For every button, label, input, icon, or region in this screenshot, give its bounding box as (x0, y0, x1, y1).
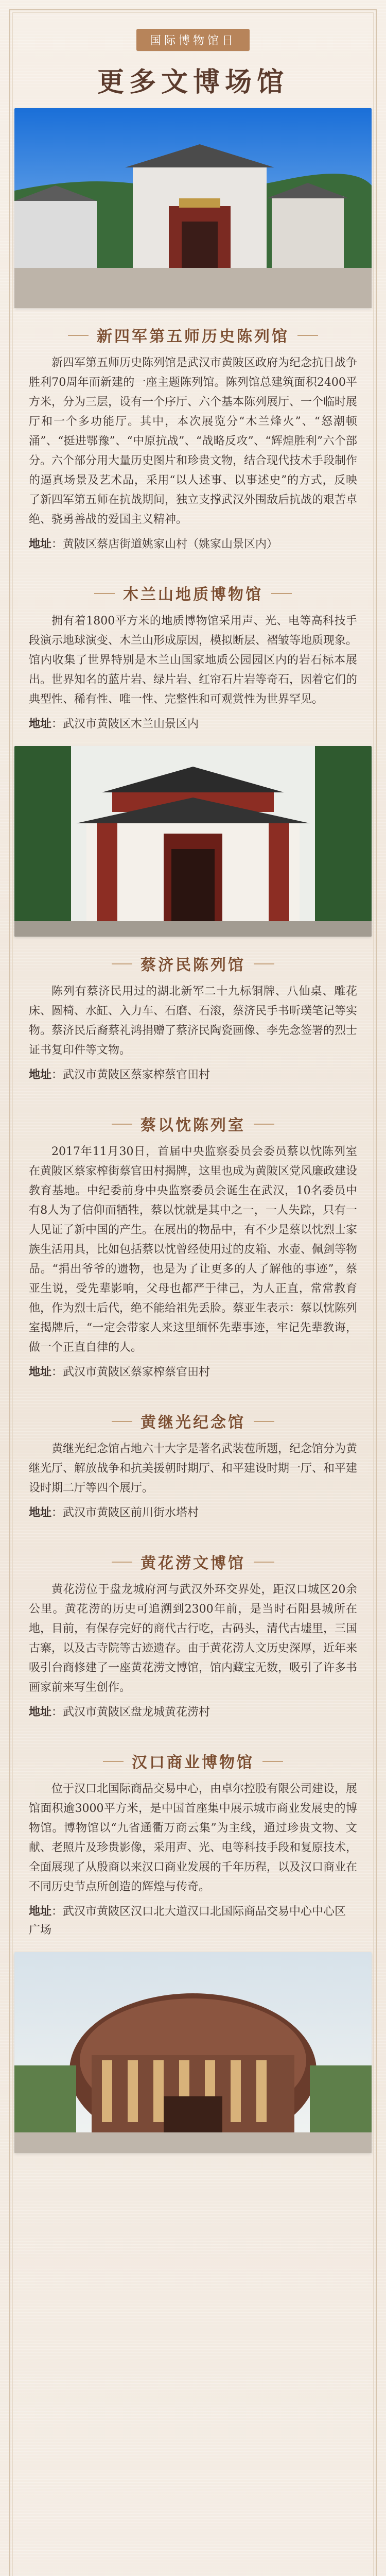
section-new-fourth-army (14, 308, 372, 554)
section-cai-yichen (14, 1097, 372, 1382)
section-address: 地址：武汉市黄陂区蔡家榨蔡官田村 (29, 1068, 210, 1081)
section-text: 陈列有蔡济民用过的湖北新军二十九标铜牌、八仙桌、雕花床、圆椅、水缸、入力车、石磨、石滚，蔡济民手书昕璞笔记等实物。蔡济民后裔蔡礼鸿捐赠了蔡济民陶瓷画像、李先念签署的烈士证书复印件等文物。 (29, 985, 358, 1057)
section-address: 地址：武汉市黄陂区盘龙城黄花涝村 (29, 1705, 210, 1719)
section-huang-jiguang (14, 1394, 372, 1522)
photo-commerce-museum (14, 1952, 372, 2153)
section-address: 地址：武汉市黄陂区前川街水塔村 (29, 1506, 199, 1519)
photo-traditional-gate (14, 746, 372, 937)
section-title: 蔡以忱陈列室 (112, 1112, 274, 1135)
section-text: 黄继光纪念馆占地六十大字是著名武装苞所题，纪念馆分为黄继光厅、解放战争和抗美援朝时期厅、和平建设时期一厅、和平建设时期二厅等四个展厅。 (29, 1443, 358, 1495)
section-text: 拥有着1800平方米的地质博物馆采用声、光、电等高科技手段演示地球演变、木兰山形成原因，模拟断层、褶皱等地质现象。馆内收集了世界特别是木兰山国家地质公园园区内的岩石标本展出。世界知名的蓝片岩、绿片岩、红帘石片岩等奇石，因着它们的典型性、稀有性、唯一性、完整性和可观赏性为世界罕见。 (29, 615, 358, 706)
section-address: 地址：武汉市黄陂区木兰山景区内 (29, 717, 199, 731)
section-title: 新四军第五师历史陈列馆 (68, 324, 318, 346)
section-address: 地址：武汉市黄陂区汉口北大道汉口北国际商品交易中心中心区广场 (29, 1905, 346, 1937)
page-title: 更多文博场馆 (97, 66, 289, 98)
header-tag: 国际博物馆日 (136, 29, 250, 51)
section-title: 木兰山地质博物馆 (94, 582, 292, 604)
section-huanghualao (14, 1535, 372, 1722)
section-text: 位于汉口北国际商品交易中心，由卓尔控股有限公司建设，展馆面积逾3000平方米，是中国首座集中展示城市商业发展史的博物馆。博物馆以“九省通衢万商云集”为主线，通过珍贵文物、文献、老照片及珍贵影像，采用声、光、电等科技手段和复原技术，全面展现了从殷商以来汉口商业发展的千年历程，以及汉口商业在不同历史节点所创造的辉煌与传奇。 (29, 1783, 358, 1893)
header (0, 0, 386, 108)
section-title: 黄继光纪念馆 (112, 1410, 274, 1432)
section-title: 黄花涝文博馆 (112, 1550, 274, 1573)
section-address: 地址：黄陂区蔡店街道姚家山村（姚家山景区内） (29, 537, 278, 551)
section-hankou-commerce (14, 1734, 372, 1940)
section-cai-jimin (14, 937, 372, 1084)
section-title: 蔡济民陈列馆 (112, 952, 274, 975)
section-title: 汉口商业博物馆 (103, 1750, 283, 1772)
photo-new-fourth-army-hall (14, 108, 372, 308)
section-address: 地址：武汉市黄陂区蔡家榨蔡官田村 (29, 1365, 210, 1379)
section-text: 2017年11月30日，首届中央监察委员会委员蔡以忱陈列室在黄陂区蔡家榨街蔡官田村揭牌，这里也成为黄陂区党风廉政建设教育基地。中纪委前身中央监察委员会诞生在武汉，10名委员中有8人为了信仰而牺牲，蔡以忱就是其中之一，一人失踪，只有一人见证了新中国的产生。在展出的物品中，有不少是蔡以忱烈士家族生活用具，比如包括蔡以忱曾经使用过的皮箱、水壶、佩剑等物品。“捐出爷爷的遗物，也是为了让更多的人了解他的事迹”，蔡亚生说，受先辈影响，父母也都严于律己，为人正直，常常教育他，作为烈士后代，绝不能给祖先丢脸。蔡亚生表示：蔡以忱陈列室揭牌后，“一定会带家人来这里缅怀先辈事迹，牢记先辈教诲，做一个正直自律的人。 (29, 1145, 358, 1354)
section-mulan-geology (14, 566, 372, 734)
section-text: 新四军第五师历史陈列馆是武汉市黄陂区政府为纪念抗日战争胜利70周年而新建的一座主题陈列馆。陈列馆总建筑面积2400平方米，分为三层，设有一个序厅、六个基本陈列展厅、一个临时展厅和一个多功能厅。其中，本次展览分“木兰烽火”、“怒潮顿涌”、“挺进鄂豫”、“中原抗战”、“战略反攻”、“辉煌胜利”六个部分。六个部分用大量历史图片和珍贵文物，结合现代技术手段制作的逼真场景及艺术品，采用“以人述事、以事述史”的方式，反映了新四军第五师在抗战期间，独立支撑武汉外围敌后抗战的艰苦卓绝、骁勇善战的爱国主义精神。 (29, 357, 358, 526)
section-text: 黄花涝位于盘龙城府河与武汉外环交界处，距汉口城区20余公里。黄花涝的历史可追溯到2300年前，是当时石阳县城所在地，目前，有保存完好的商代古行吃，古码头，清代古墟里，三国古寨，以及古寺院等古迹遗存。由于黄花涝人文历史深厚，近年来吸引台商修建了一座黄花涝文博馆，馆内藏宝无数，吸引了许多书画家前来写生创作。 (29, 1583, 358, 1694)
